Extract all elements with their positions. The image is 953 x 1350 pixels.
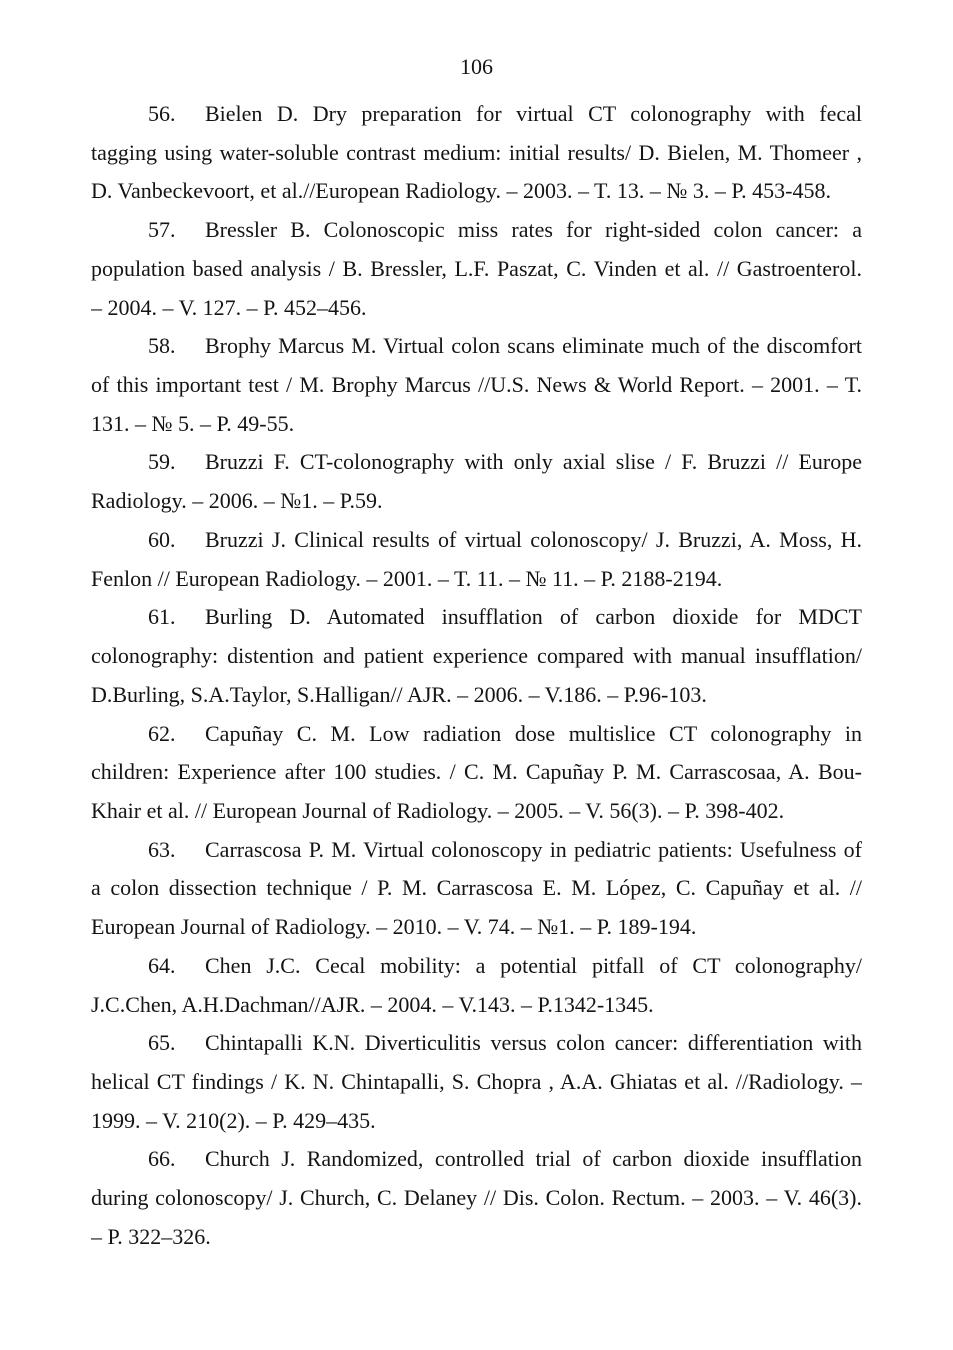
reference-number: 56. (148, 101, 176, 126)
reference-line: population based analysis / B. Bressler, L.F. Paszat, C. Vinden et al. // Gastroenterol. (91, 255, 862, 281)
reference-line: 1999. – V. 210(2). – P. 429–435. (91, 1107, 376, 1133)
reference-text: Burling D. Automated insufflation of carbon dioxide for MDCT (205, 604, 862, 630)
reference-item (91, 1024, 862, 1140)
reference-text: Bielen D. Dry preparation for virtual CT colonography with fecal (205, 101, 862, 126)
reference-text: Carrascosa P. M. Virtual colonoscopy in pediatric patients: Usefulness of (205, 836, 862, 862)
reference-line: D.Burling, S.A.Taylor, S.Halligan// AJR. – 2006. – V.186. – P.96-103. (91, 681, 707, 707)
reference-line (91, 831, 862, 870)
reference-line: colonography: distention and patient experience compared with manual insufflation/ (91, 643, 862, 669)
reference-line: Radiology. – 2006. – №1. – P.59. (91, 488, 383, 514)
reference-line (91, 211, 862, 250)
reference-line: Fenlon // European Radiology. – 2001. – T. 11. – № 11. – P. 2188-2194. (91, 565, 723, 591)
reference-line (91, 947, 862, 986)
reference-item (91, 947, 862, 1024)
reference-number: 59. (148, 449, 176, 475)
reference-text: Capuñay C. M. Low radiation dose multislice CT colonography in (205, 720, 862, 746)
reference-line (91, 443, 862, 482)
reference-line: D. Vanbeckevoort, et al.//European Radiology. – 2003. – T. 13. – № 3. – P. 453-458. (91, 178, 831, 204)
reference-line: – P. 322–326. (91, 1223, 211, 1249)
page-number: 106 (460, 54, 493, 79)
reference-number: 65. (148, 1030, 176, 1056)
reference-item (91, 831, 862, 947)
reference-line (91, 1024, 862, 1063)
reference-line: J.C.Chen, A.H.Dachman//AJR. – 2004. – V.143. – P.1342-1345. (91, 991, 654, 1017)
reference-number: 58. (148, 333, 176, 359)
reference-text: Bruzzi J. Clinical results of virtual colonoscopy/ J. Bruzzi, A. Moss, H. (205, 526, 862, 552)
reference-text: Chen J.C. Cecal mobility: a potential pitfall of CT colonography/ (205, 952, 862, 978)
reference-text: Bressler B. Colonoscopic miss rates for right-sided colon cancer: a (205, 217, 862, 243)
reference-line: 131. – № 5. – P. 49-55. (91, 410, 295, 436)
reference-number: 57. (148, 217, 176, 243)
reference-line (91, 521, 862, 560)
reference-text: Church J. Randomized, controlled trial of carbon dioxide insufflation (205, 1146, 862, 1172)
reference-line: helical CT findings / K. N. Chintapalli, S. Chopra , A.A. Ghiatas et al. //Radiology. – (91, 1068, 862, 1094)
reference-item (91, 327, 862, 443)
reference-line (91, 327, 862, 366)
reference-item (91, 211, 862, 327)
reference-line: during colonoscopy/ J. Church, C. Delaney // Dis. Colon. Rectum. – 2003. – V. 46(3). (91, 1185, 862, 1211)
reference-line: a colon dissection technique / P. M. Carrascosa E. M. López, C. Capuñay et al. // (91, 875, 862, 901)
reference-item (91, 598, 862, 714)
reference-item (91, 715, 862, 831)
reference-line: – 2004. – V. 127. – P. 452–456. (91, 294, 367, 320)
reference-number: 66. (148, 1146, 176, 1172)
reference-item (91, 1140, 862, 1256)
reference-line: European Journal of Radiology. – 2010. – V. 74. – №1. – P. 189-194. (91, 914, 697, 940)
reference-item (91, 443, 862, 520)
reference-number: 61. (148, 604, 176, 630)
reference-line: Khair et al. // European Journal of Radiology. – 2005. – V. 56(3). – P. 398-402. (91, 797, 785, 823)
reference-line (91, 598, 862, 637)
reference-text: Brophy Marcus M. Virtual colon scans eliminate much of the discomfort (205, 333, 862, 359)
reference-number: 63. (148, 836, 176, 862)
reference-line: children: Experience after 100 studies. / C. M. Capuñay P. M. Carrascosaa, A. Bou- (91, 759, 862, 785)
reference-number: 64. (148, 952, 176, 978)
reference-text: Chintapalli K.N. Diverticulitis versus colon cancer: differentiation with (205, 1030, 862, 1056)
reference-line (91, 95, 862, 134)
reference-item (91, 521, 862, 598)
reference-number: 62. (148, 720, 176, 746)
reference-item (91, 95, 862, 211)
reference-line (91, 1140, 862, 1179)
reference-line (91, 715, 862, 754)
reference-number: 60. (148, 526, 176, 552)
reference-list (91, 95, 862, 1257)
reference-line: tagging using water-soluble contrast medium: initial results/ D. Bielen, M. Thomeer , (91, 139, 862, 165)
reference-text: Bruzzi F. CT-colonography with only axial slise / F. Bruzzi // Europe (205, 449, 862, 475)
reference-line: of this important test / M. Brophy Marcus //U.S. News & World Report. – 2001. – T. (91, 372, 862, 398)
